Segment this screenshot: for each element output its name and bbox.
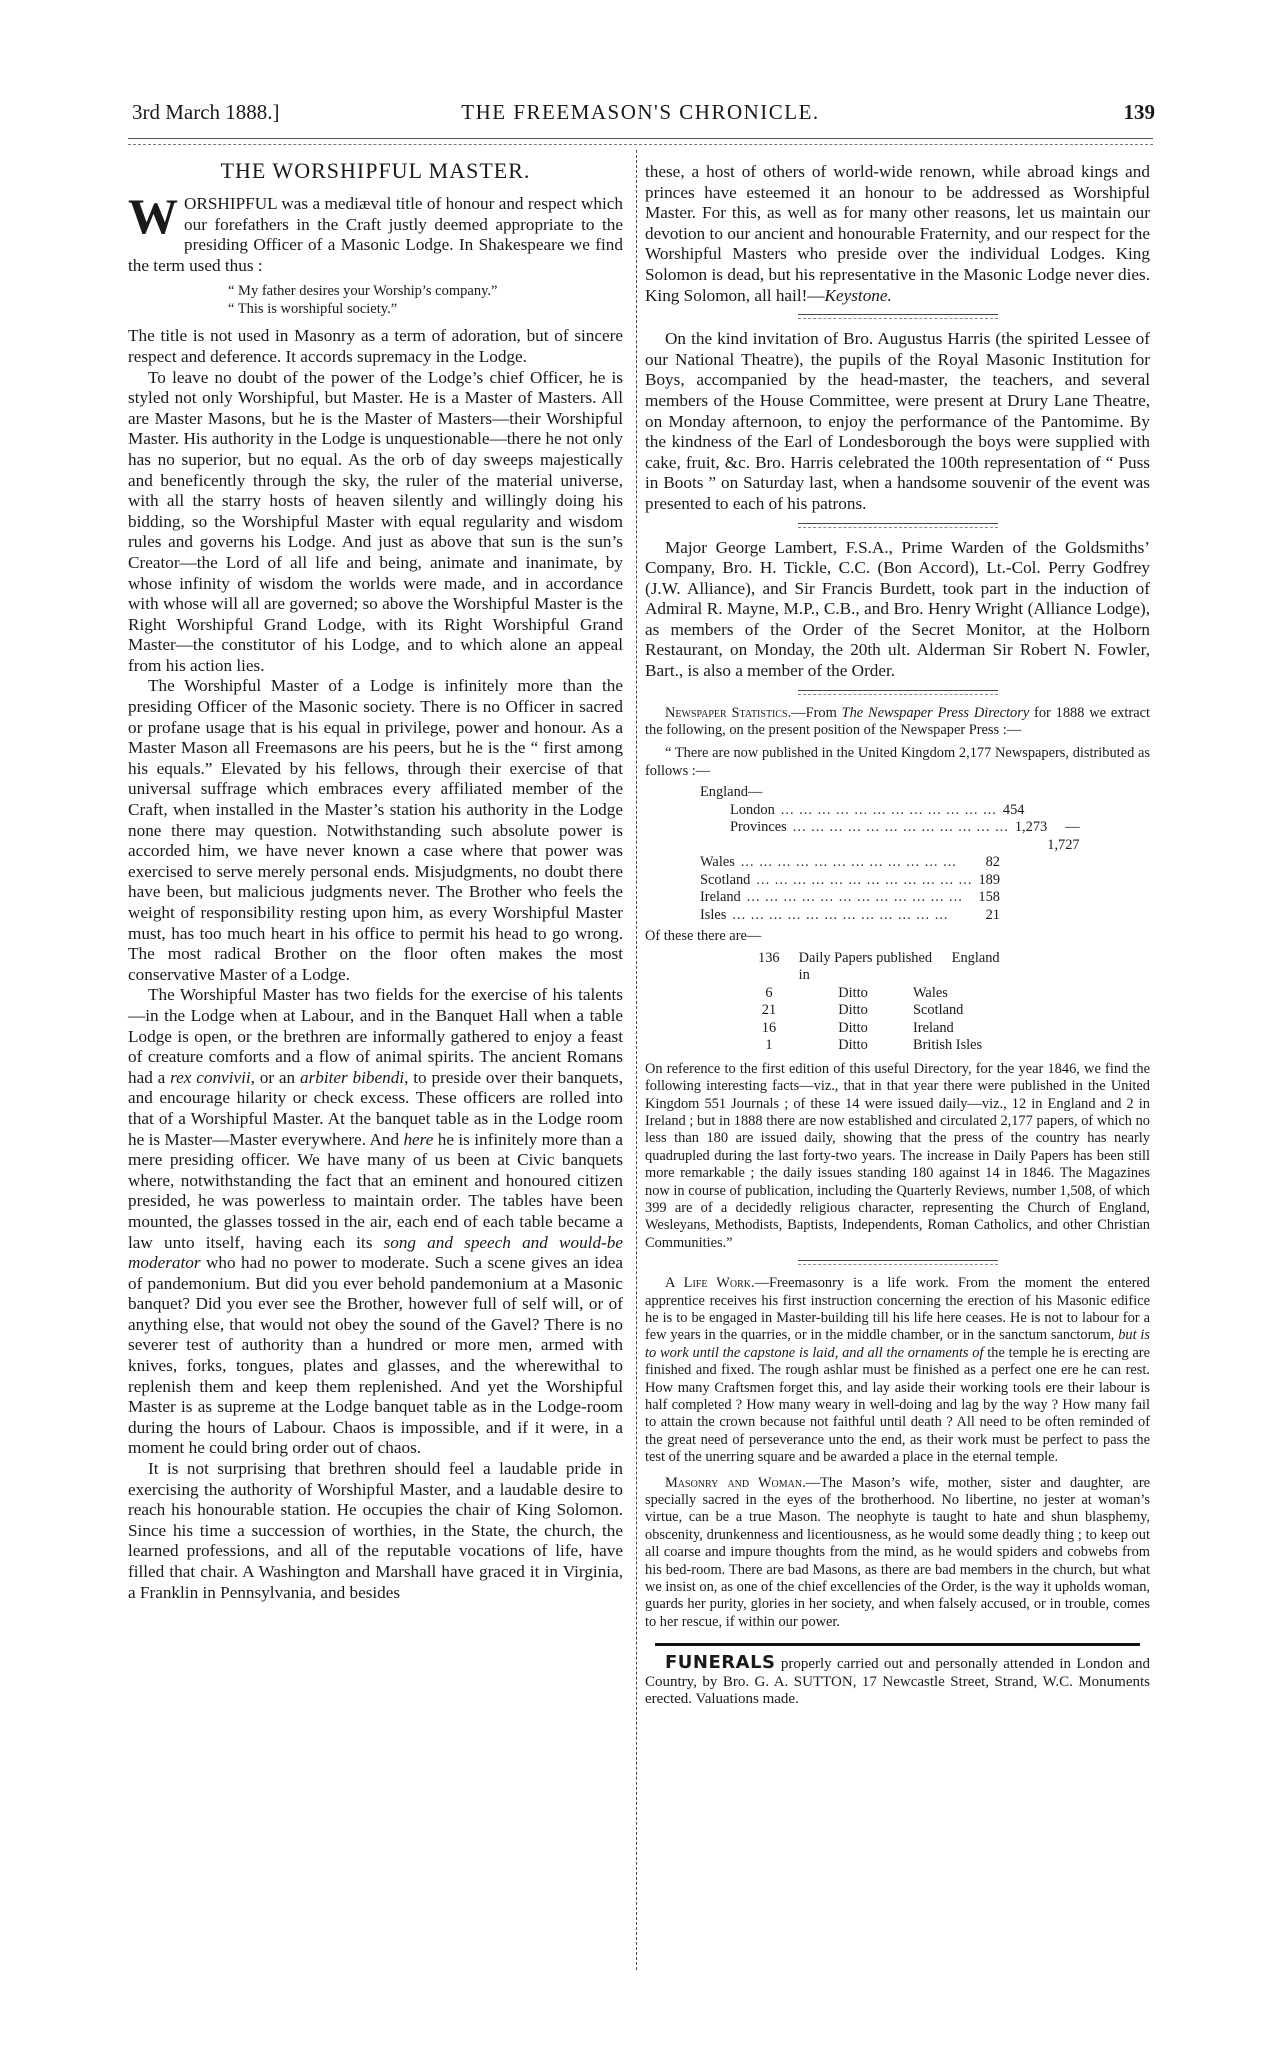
daily-papers-table xyxy=(645,950,1150,1055)
section-heading: A Life Work. xyxy=(665,1275,755,1292)
life-work-paragraph xyxy=(645,1275,1150,1466)
daily-kind: Ditto xyxy=(838,1002,868,1019)
emphasis: here xyxy=(403,1129,434,1149)
section-heading: Newspaper Statistics. xyxy=(665,704,792,721)
issue-date: 3rd March 1888.] xyxy=(132,100,280,124)
distribution-row xyxy=(700,907,1000,925)
daily-count: 6 xyxy=(765,984,773,1001)
paragraph-text: he is infinitely more than a mere presiding officer. We have many of us been at Civic banquets where, notwithstanding the fact that an eminent and honoured citizen presided, he was powerless to maintain order. The tables have been mounted, the glasses tossed in the air, each end of each table became a law unto itself, having each its xyxy=(128,1129,624,1252)
article-paragraph xyxy=(128,985,623,1459)
daily-kind: Ditto xyxy=(838,984,868,1001)
article-paragraph: The title is not used in Masonry as a term of adoration, but of sincere respect and deference. It accords supremacy in the Lodge. xyxy=(128,326,623,366)
funerals-advertisement xyxy=(645,1654,1150,1709)
shakespeare-quote xyxy=(228,282,623,318)
article-title-worshipful-master: THE WORSHIPFUL MASTER. xyxy=(220,158,531,183)
daily-count: 1 xyxy=(765,1037,773,1054)
paragraph-text: , or an xyxy=(250,1067,300,1087)
region-total: 189 xyxy=(978,871,1001,888)
region-name: Wales xyxy=(700,854,735,871)
distribution-row xyxy=(700,854,1000,872)
daily-papers-row xyxy=(645,1002,1150,1020)
daily-papers-row xyxy=(645,1020,1150,1038)
of-these-label: Of these there are— xyxy=(645,928,762,945)
publication-title: THE FREEMASON'S CHRONICLE. xyxy=(461,100,820,124)
article-paragraph: The Worshipful Master of a Lodge is infinitely more than the presiding Officer of the Masonic society. There is no Officer in sacred or profane usage that is his equal in privilege, power and honour. As a Master Mason all Freemasons are his peers, but he is the “ first among his equals.” Elevated by his fellows, through their exercise of that universal suffrage which embraces every affiliated member of the Craft, when installed in the Master’s station his authority in the Lodge none there may question. Notwithstanding such absolute power is accorded him, we have never known a case where that power was exercised to serve merely personal ends. Misjudgments, no doubt there have been, but malicious judgments never. The Brother who feels the weight of responsibility resting upon him, as every Worshipful Master must, has too much heart in his office to permit his head to go wrong. The most radical Brother on the floor often makes the most conservative Master of a Lodge. xyxy=(128,676,623,984)
daily-count: 136 xyxy=(758,949,780,966)
column-divider xyxy=(636,150,637,1970)
daily-place: Ireland xyxy=(913,1019,954,1036)
paragraph-text: these, a host of others of world-wide renown, while abroad kings and princes have esteemed it an honour to be addressed as Worshipful Master. For this, as well as for many other reasons, let us maintain our devotion to our ancient and honourable Fraternity, and our respect for the Worshipful Masters who preside over the individual Lodges. King Solomon is dead, but his representative in the Masonic Lodge never dies. King Solomon, all hail!— xyxy=(645,162,1150,305)
region-count: 1,273 xyxy=(1014,819,1048,836)
secret-monitor-paragraph: Major George Lambert, F.S.A., Prime Warden of the Goldsmiths’ Company, Bro. H. Tickle, C.C. (Bon Accord), Lt.-Col. Perry Godfrey (J.W. Alliance), and Sir Francis Burdett, took part in the induction of Admiral R. Mayne, M.P., C.B., and Bro. Henry Wright (Alliance Lodge), as members of the Order of the Secret Monitor, at the Holborn Restaurant, on Monday, the 20th ult. Alderman Sir Robert N. Fowler, Bart., is also a member of the Order. xyxy=(645,537,1150,681)
distribution-row xyxy=(700,889,1000,907)
article-paragraph: It is not surprising that brethren should feel a laudable pride in exercising the authority of Worshipful Master, and a laudable desire to reach his honourable station. He occupies the chair of King Solomon. Since his time a succession of worthies, in the State, the church, the learned professions, and all of the reputable vocations of life, have filled that chair. A Washington and Marshall have graced it in Virginia, a Franklin in Pennsylvania, and besides xyxy=(128,1459,623,1602)
page-header xyxy=(128,100,1153,136)
header-rule xyxy=(128,138,1153,145)
paragraph-text: The Worshipful Master has two fields for the exercise of his talents—in the Lodge when at Labour, and in the Banquet Hall when a table Lodge is open, or the brethren are informally gathered to enjoy a feast of creature comforts and a flow of animal spirits. The ancient Romans had a xyxy=(128,985,623,1087)
england-label: England— xyxy=(700,784,763,801)
paragraph-text: , to preside over their banquets, and encourage hilarity or check excess. These officers are rolled into that of a Worshipful Master. At the banquet table as in the Lodge room he is Master—Master everywhere. And xyxy=(128,1067,623,1149)
paragraph-text: —The Mason’s wife, mother, sister and daughter, are specially sacred in the eyes of the brotherhood. No libertine, no jester at woman’s virtue, can be a true Mason. The neophyte is taught to hate and shun blasphemy, obscenity, drunkenness and licentiousness, as he would some deadly thing ; to keep out all coarse and impure thoughts from the mind, as he would spiders and cobwebs from his bed-room. There are bad Masons, as there are bad members in the church, but what we insist on, as one of the chief excellencies of the Order, is the way it upholds woman, guards her purity, glories in her society, and when falsely accused, or in trouble, comes to her rescue, if within our power. xyxy=(645,1474,1151,1630)
daily-kind: Ditto xyxy=(838,1037,868,1054)
section-separator xyxy=(798,1260,998,1265)
paragraph-text: —Freemasonry is a life work. From the moment the entered apprentice receives his first instruction concerning the erection of his Masonic edifice he is to be engaged in Master-building till his life here ceases. He is not to labour for a few years in the quarries, or in the middle chamber, or in the sanctum sanctorum, xyxy=(645,1275,1150,1344)
paragraph-text: for 1888 we extract the following, on the present position of the Newspaper Press :— xyxy=(645,704,1150,739)
leader-dots: ... ... ... ... ... ... ... ... ... ... ... ... xyxy=(756,871,973,888)
daily-place: Wales xyxy=(913,984,948,1001)
article-paragraph xyxy=(128,188,623,276)
paragraph-text: ORSHIPFUL was a mediæval title of honour and respect which our forefathers in the Craft justly deemed appropriate to the presiding Officer of a Masonic Lodge. In Shakespeare we find the term used thus : xyxy=(128,194,623,275)
distribution-table xyxy=(700,784,1080,924)
daily-papers-row xyxy=(645,985,1150,1003)
region-total: —1,727 xyxy=(1047,819,1080,853)
leader-dots: ... ... ... ... ... ... ... ... ... ... ... ... xyxy=(732,906,949,923)
distribution-row xyxy=(730,801,1025,820)
quote-line: “ This is worshipful society.” xyxy=(228,301,398,318)
section-separator xyxy=(798,314,998,319)
region-total xyxy=(1024,802,1064,820)
drop-cap: W xyxy=(128,188,178,244)
statistics-intro xyxy=(645,705,1150,740)
distribution-row xyxy=(730,819,1080,854)
region-name: Scotland xyxy=(700,871,751,888)
paragraph-text: the temple he is erecting are finished and fixed. The rough ashlar must be finished as a perfect one ere he can rest. How many Craftsmen forget this, and lay aside their working tools ere their labour is half completed ? How many weary in well-doing and lag by the way ? How many fail to attain the crown because not faithful until death ? All need to be often reminded of the great need of perseverance unto the end, as their work must be perfect to pass the test of the unerring square and be awarded a place in the eternal temple. xyxy=(645,1344,1150,1466)
quote-line: “ My father desires your Worship’s company.” xyxy=(228,283,498,300)
daily-count: 21 xyxy=(761,1002,777,1019)
region-name: Ireland xyxy=(700,889,741,906)
statistics-quote-intro: “ There are now published in the United Kingdom 2,177 Newspapers, distributed as follows :— xyxy=(645,745,1150,779)
region-name: Provinces xyxy=(730,819,787,836)
region-total: 82 xyxy=(985,854,1000,871)
statistics-closing: On reference to the first edition of this useful Directory, for the year 1846, we find the following interesting facts—viz., that in that year there were published in the United Kingdom 551 Journals ; of these 14 were issued daily—viz., 12 in England and 2 in Ireland ; but in 1888 there are now established and circulated 2,177 papers, of which no less than 180 are issued daily, showing that the press of the country has nearly quadrupled during the last forty-two years. The increase in Daily Papers has been still more remarkable ; the daily issues standing 180 against 14 in 1846. The Magazines now in course of publication, including the Quarterly Reviews, number 1,508, of which 399 are of a decidedly religious character, representing the Church of England, Wesleyans, Methodists, Baptists, Independents, Roman Catholics, and other Christian Communities.” xyxy=(645,1060,1150,1251)
daily-kind: Daily Papers published in xyxy=(798,949,933,984)
article-source: Keystone. xyxy=(824,285,892,305)
right-column xyxy=(645,150,1150,1709)
advertisement-rule xyxy=(655,1643,1140,1646)
publication-name: The Newspaper Press Directory xyxy=(841,704,1030,721)
region-total: 21 xyxy=(985,906,1000,923)
leader-dots: ... ... ... ... ... ... ... ... ... ... ... ... xyxy=(746,889,963,906)
leader-dots: ... ... ... ... ... ... ... ... ... ... ... ... xyxy=(780,801,997,818)
section-heading: Masonry and Woman. xyxy=(665,1474,806,1491)
region-count: 454 xyxy=(1002,801,1025,818)
daily-place: British Isles xyxy=(913,1037,983,1054)
daily-count: 16 xyxy=(761,1019,777,1036)
paragraph-text: —From xyxy=(791,704,842,721)
daily-papers-row xyxy=(645,1037,1150,1055)
leader-dots: ... ... ... ... ... ... ... ... ... ... ... ... xyxy=(740,854,957,871)
latin-term: rex convivii xyxy=(170,1067,251,1087)
latin-term: arbiter bibendi xyxy=(299,1067,405,1087)
region-total: 158 xyxy=(978,889,1000,906)
drury-lane-paragraph: On the kind invitation of Bro. Augustus Harris (the spirited Lessee of our National Theatre), the pupils of the Royal Masonic Institution for Boys, accompanied by the head-master, the teachers, and several members of the House Committee, were present at Drury Lane Theatre, on Monday afternoon, to enjoy the performance of the Pantomime. By the kindness of the Earl of Londesborough the boys were supplied with cake, fruit, &c. Bro. Harris celebrated the 100th representation of “ Puss in Boots ” on Saturday last, when a handsome souvenir of the event was presented to each of his patrons. xyxy=(645,329,1150,513)
daily-kind: Ditto xyxy=(838,1019,868,1036)
page-number: 139 xyxy=(1123,100,1155,124)
article-paragraph xyxy=(645,162,1150,306)
emphasis: song and speech and would-be moderator xyxy=(128,1232,623,1273)
article-paragraph: To leave no doubt of the power of the Lodge’s chief Officer, he is styled not only Worshipful, but Master. He is a Master of Masters. All are Master Masons, but he is the Master of Masters—their Worshipful Master. His authority in the Lodge is unquestionable—there he not only has no superior, but no equal. As the orb of day sweeps majestically and beneficently through the sky, the ruler of the material universe, with all the starry hosts of heaven silently and willingly doing his bidding, so the Worshipful Master with equal regularity and wisdom rules and governs his Lodge. And just as above that sun is the sun’s Creator—the Lord of all life and being, animate and inanimate, by whose infinity of wisdom the worlds were made, and in accordance with whose will all are governed; so above the Worshipful Master is the Right Worshipful Grand Lodge, with its Right Worshipful Grand Master—the constitutor of his Lodge, and to which alone an appeal from his action lies. xyxy=(128,367,623,675)
masonry-woman-paragraph xyxy=(645,1475,1150,1632)
emphasis: but is to work until the capstone is laid, and all the ornaments of xyxy=(645,1327,1150,1361)
daily-place: Scotland xyxy=(913,1002,964,1019)
paragraph-text: who had no power to moderate. Such a scene gives an idea of pandemonium. But did you ever behold pandemonium at a Masonic banquet? Did you ever see the Brother, however full of self will, or of anything else, that would not obey the sound of the Gavel? There is no severer test of authority than a hundred or more men, armed with knives, forks, tongues, plates and glasses, and the wherewithal to replenish them and keep them replenished. And yet the Worshipful Master is as supreme at the Lodge banquet table as in the Lodge-room during the hours of Labour. Chaos is impossible, and if it were, in a moment he could bring order out of chaos. xyxy=(128,1253,623,1458)
advertisement-label: FUNERALS xyxy=(665,1652,776,1674)
section-separator xyxy=(798,523,998,528)
advertisement-text: properly carried out and personally attended in London and Country, by Bro. G. A. SUTTON, 17 Newcastle Street, Strand, W.C. Monuments erected. Valuations made. xyxy=(645,1656,1150,1708)
newspaper-statistics-section xyxy=(645,705,1150,1632)
leader-dots: ... ... ... ... ... ... ... ... ... ... ... ... xyxy=(792,819,1009,836)
daily-place: England xyxy=(951,949,1000,966)
region-name: Isles xyxy=(700,906,727,923)
left-column xyxy=(128,150,623,1603)
region-name: London xyxy=(730,801,775,818)
daily-papers-row xyxy=(645,950,1150,985)
distribution-row xyxy=(700,872,1000,890)
section-separator xyxy=(798,690,998,695)
